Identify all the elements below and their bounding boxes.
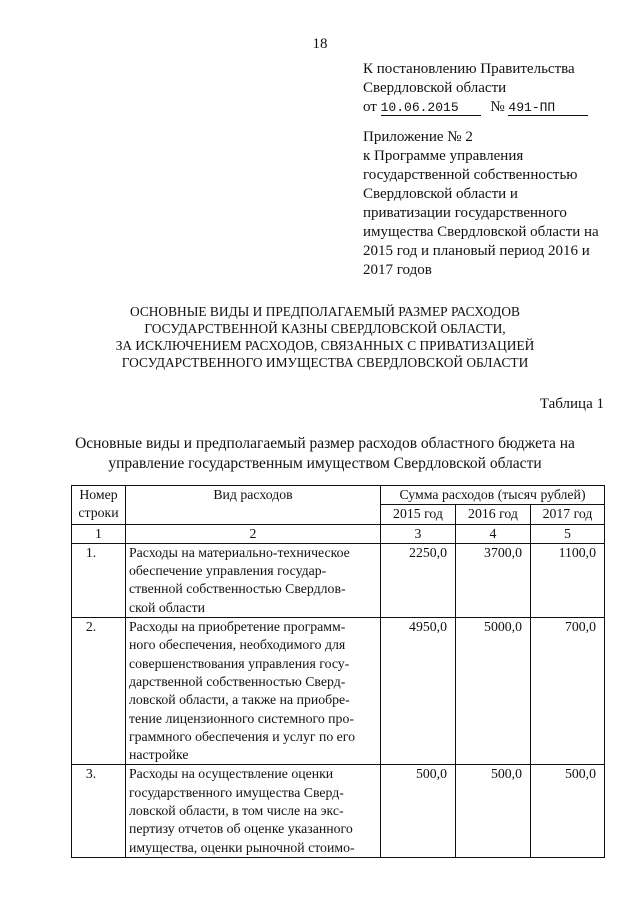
amount-2015: 2250,0 bbox=[381, 543, 456, 617]
heading-line: ГОСУДАРСТВЕННОГО ИМУЩЕСТВА СВЕРДЛОВСКОЙ ОБЛАСТИ bbox=[121, 355, 529, 370]
from-label: от bbox=[363, 99, 377, 115]
heading-line: ЗА ИСКЛЮЧЕНИЕМ РАСХОДОВ, СВЯЗАННЫХ С ПРИВАТИЗАЦИЕЙ bbox=[115, 338, 535, 353]
resolution-reference bbox=[363, 60, 588, 117]
appendix-line: Приложение № 2 bbox=[363, 129, 473, 145]
appendix-line: приватизации государственного bbox=[363, 205, 567, 221]
expense-description: Расходы на приобретение программ- ного обеспечения, необходимого для совершенствования управления госу- дарственной собственностью Сверд- ловской области, а также на приобре- тение лицензионного системного про- граммного обеспечения и услуг по его настройке bbox=[126, 618, 381, 765]
amount-2017: 1100,0 bbox=[531, 543, 605, 617]
page-number: 18 bbox=[312, 36, 328, 52]
expense-description: Расходы на материально-техническое обеспечение управления государ- ственной собственностью Свердлов- ской области bbox=[126, 543, 381, 617]
resolution-date: 10.06.2015 bbox=[381, 100, 481, 116]
amount-2016: 3700,0 bbox=[456, 543, 531, 617]
resolution-line: Свердловской области bbox=[363, 80, 507, 96]
row-number-header: Номер строки bbox=[72, 486, 126, 525]
appendix-reference bbox=[363, 128, 599, 280]
expenses-table bbox=[71, 485, 605, 858]
row-number: 2. bbox=[72, 618, 126, 765]
table-row bbox=[72, 618, 605, 765]
amount-2017: 700,0 bbox=[531, 618, 605, 765]
heading-line: ОСНОВНЫЕ ВИДЫ И ПРЕДПОЛАГАЕМЫЙ РАЗМЕР РАСХОДОВ bbox=[130, 304, 520, 319]
amount-2015: 500,0 bbox=[381, 765, 456, 857]
amount-2017: 500,0 bbox=[531, 765, 605, 857]
resolution-number: 491-ПП bbox=[508, 100, 588, 116]
amount-2015: 4950,0 bbox=[381, 618, 456, 765]
appendix-line: 2017 годов bbox=[363, 262, 432, 278]
resolution-line: К постановлению Правительства bbox=[363, 61, 575, 77]
appendix-line: Свердловской области и bbox=[363, 186, 518, 202]
appendix-line: к Программе управления bbox=[363, 148, 524, 164]
amount-2016: 500,0 bbox=[456, 765, 531, 857]
column-number: 3 bbox=[381, 524, 456, 543]
resolution-date-line bbox=[363, 98, 588, 117]
appendix-line: государственной собственностью bbox=[363, 167, 578, 183]
number-label: № bbox=[490, 99, 505, 115]
year-header-2016: 2016 год bbox=[456, 505, 531, 524]
sum-header: Сумма расходов (тысяч рублей) bbox=[381, 486, 605, 505]
table-label: Таблица 1 bbox=[539, 396, 604, 412]
caption-line: управление государственным имуществом Свердловской области bbox=[108, 455, 542, 472]
caption-line: Основные виды и предполагаемый размер расходов областного бюджета на bbox=[75, 435, 575, 452]
column-number: 5 bbox=[531, 524, 605, 543]
column-number: 1 bbox=[72, 524, 126, 543]
appendix-line: 2015 год и плановый период 2016 и bbox=[363, 243, 590, 259]
column-number-row bbox=[72, 524, 605, 543]
column-number: 2 bbox=[126, 524, 381, 543]
appendix-line: имущества Свердловской области на bbox=[363, 224, 599, 240]
expense-type-header: Вид расходов bbox=[126, 486, 381, 525]
amount-2016: 5000,0 bbox=[456, 618, 531, 765]
table-caption bbox=[40, 434, 610, 474]
table-row bbox=[72, 543, 605, 617]
column-number: 4 bbox=[456, 524, 531, 543]
year-header-2015: 2015 год bbox=[381, 505, 456, 524]
document-heading bbox=[60, 303, 590, 371]
row-number: 3. bbox=[72, 765, 126, 857]
table-header-row bbox=[72, 486, 605, 505]
row-number: 1. bbox=[72, 543, 126, 617]
heading-line: ГОСУДАРСТВЕННОЙ КАЗНЫ СВЕРДЛОВСКОЙ ОБЛАСТИ, bbox=[144, 321, 506, 336]
table-row bbox=[72, 765, 605, 857]
expense-description: Расходы на осуществление оценки государственного имущества Сверд- ловской области, в том числе на экс- пертизу отчетов об оценке указанного имущества, оценки рыночной стоимо- bbox=[126, 765, 381, 857]
year-header-2017: 2017 год bbox=[531, 505, 605, 524]
